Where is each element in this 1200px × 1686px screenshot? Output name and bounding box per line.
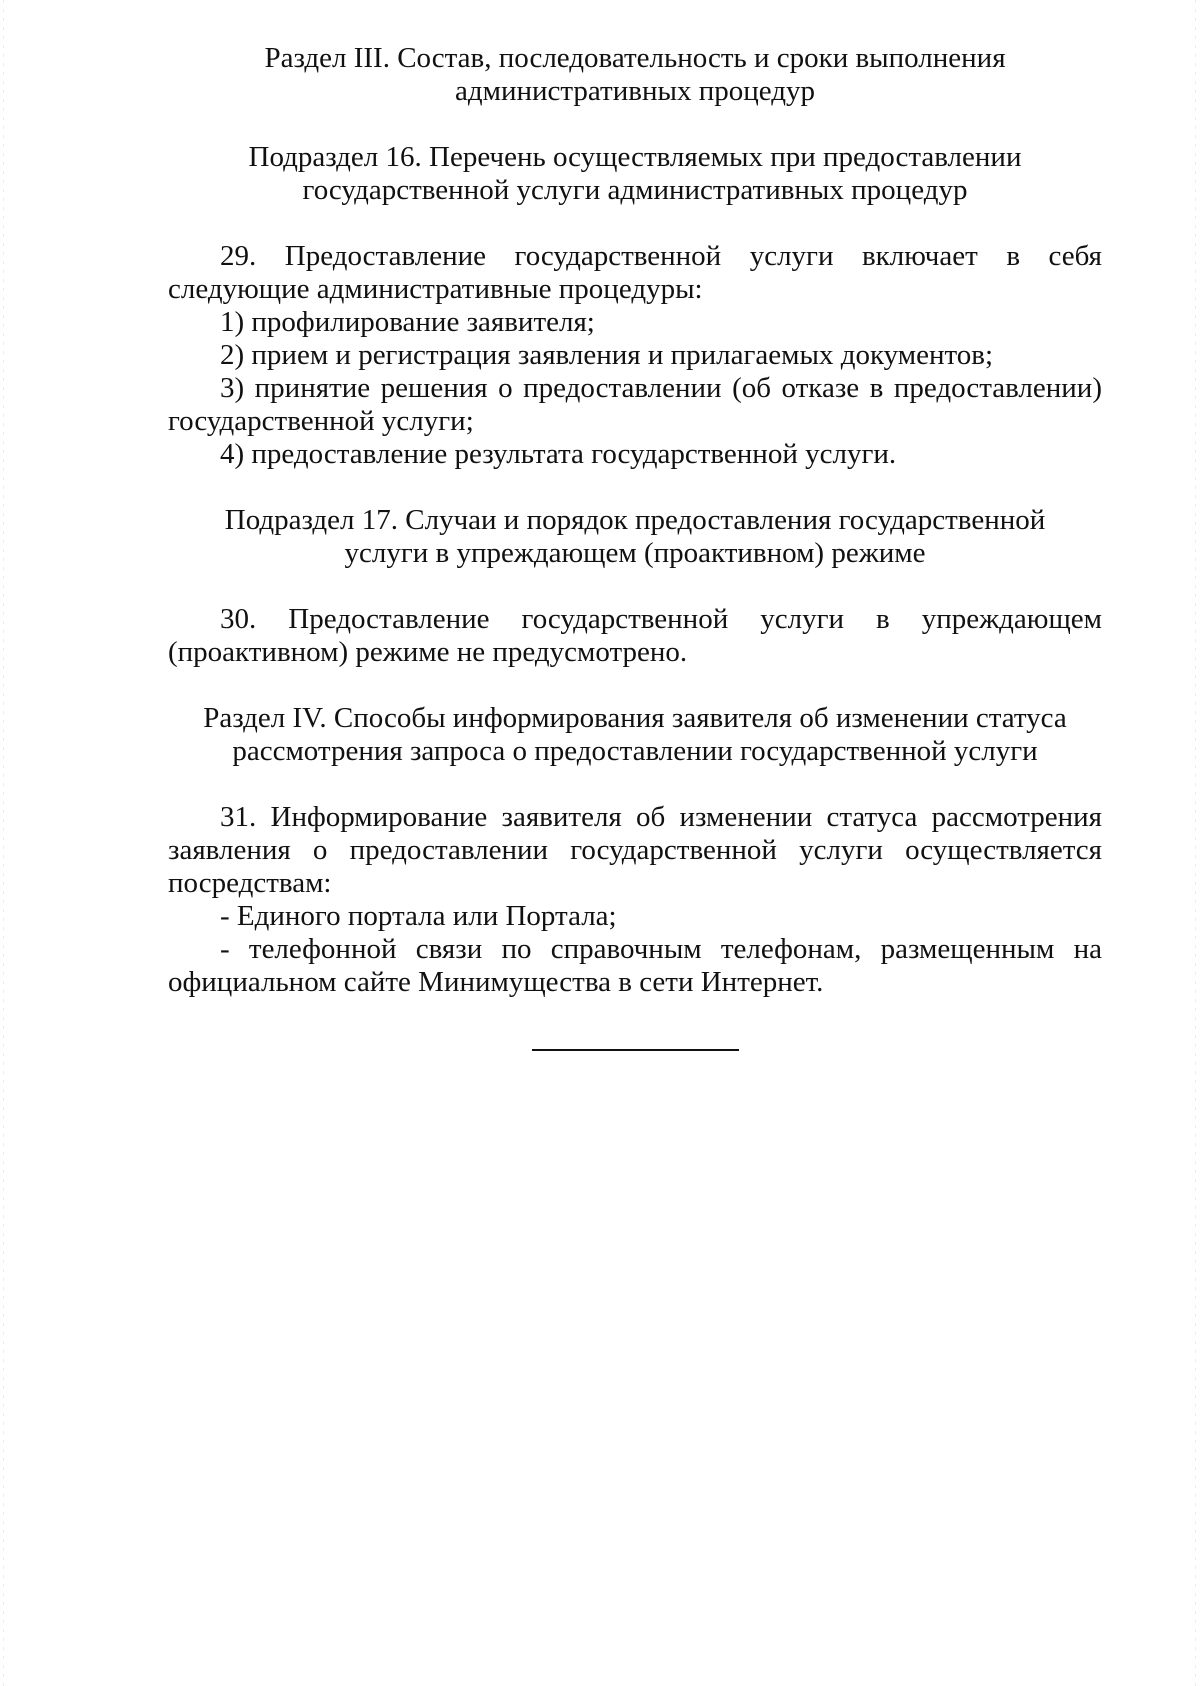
document-content: [168, 42, 1102, 999]
section-3-heading-line-1: Раздел III. Состав, последовательность и сроки выполнения: [264, 42, 1006, 74]
paragraph-29: 29. Предоставление государственной услуги включает в себя следующие административные процедуры:: [168, 240, 1102, 305]
list-item: - телефонной связи по справочным телефонам, размещенным на официальном сайте Минимущества в сети Интернет.: [168, 933, 1102, 998]
list-item: 2) прием и регистрация заявления и прилагаемых документов;: [220, 339, 994, 371]
subsection-16-heading-line-2: государственной услуги административных процедур: [302, 174, 968, 206]
subsection-16-heading: [168, 141, 1102, 207]
list-item: 3) принятие решения о предоставлении (об отказе в предоставлении) государственной услуги;: [168, 372, 1102, 437]
list-item: 4) предоставление результата государственной услуги.: [220, 438, 897, 470]
section-4-heading: [168, 702, 1102, 768]
section-3-heading: [168, 42, 1102, 108]
subsection-17-heading-line-2: услуги в упреждающем (проактивном) режиме: [344, 537, 926, 569]
paragraph-30: 30. Предоставление государственной услуги в упреждающем (проактивном) режиме не предусмотрено.: [168, 603, 1102, 668]
scan-edge-right: [1195, 0, 1196, 1686]
subsection-16-heading-line-1: Подраздел 16. Перечень осуществляемых при предоставлении: [248, 141, 1022, 173]
paragraph-31: 31. Информирование заявителя об изменении статуса рассмотрения заявления о предоставлении государственной услуги осуществляется посредствам:: [168, 801, 1102, 899]
subsection-17-heading-line-1: Подраздел 17. Случаи и порядок предоставления государственной: [224, 504, 1046, 536]
section-4-heading-line-1: Раздел IV. Способы информирования заявителя об изменении статуса: [203, 702, 1067, 734]
section-4-heading-line-2: рассмотрения запроса о предоставлении государственной услуги: [232, 735, 1038, 767]
end-separator-line: [532, 1049, 739, 1051]
list-item: 1) профилирование заявителя;: [220, 306, 595, 338]
scan-edge-left: [3, 0, 4, 1686]
subsection-17-heading: [168, 504, 1102, 570]
list-item: - Единого портала или Портала;: [220, 900, 617, 932]
section-3-heading-line-2: административных процедур: [455, 75, 815, 107]
